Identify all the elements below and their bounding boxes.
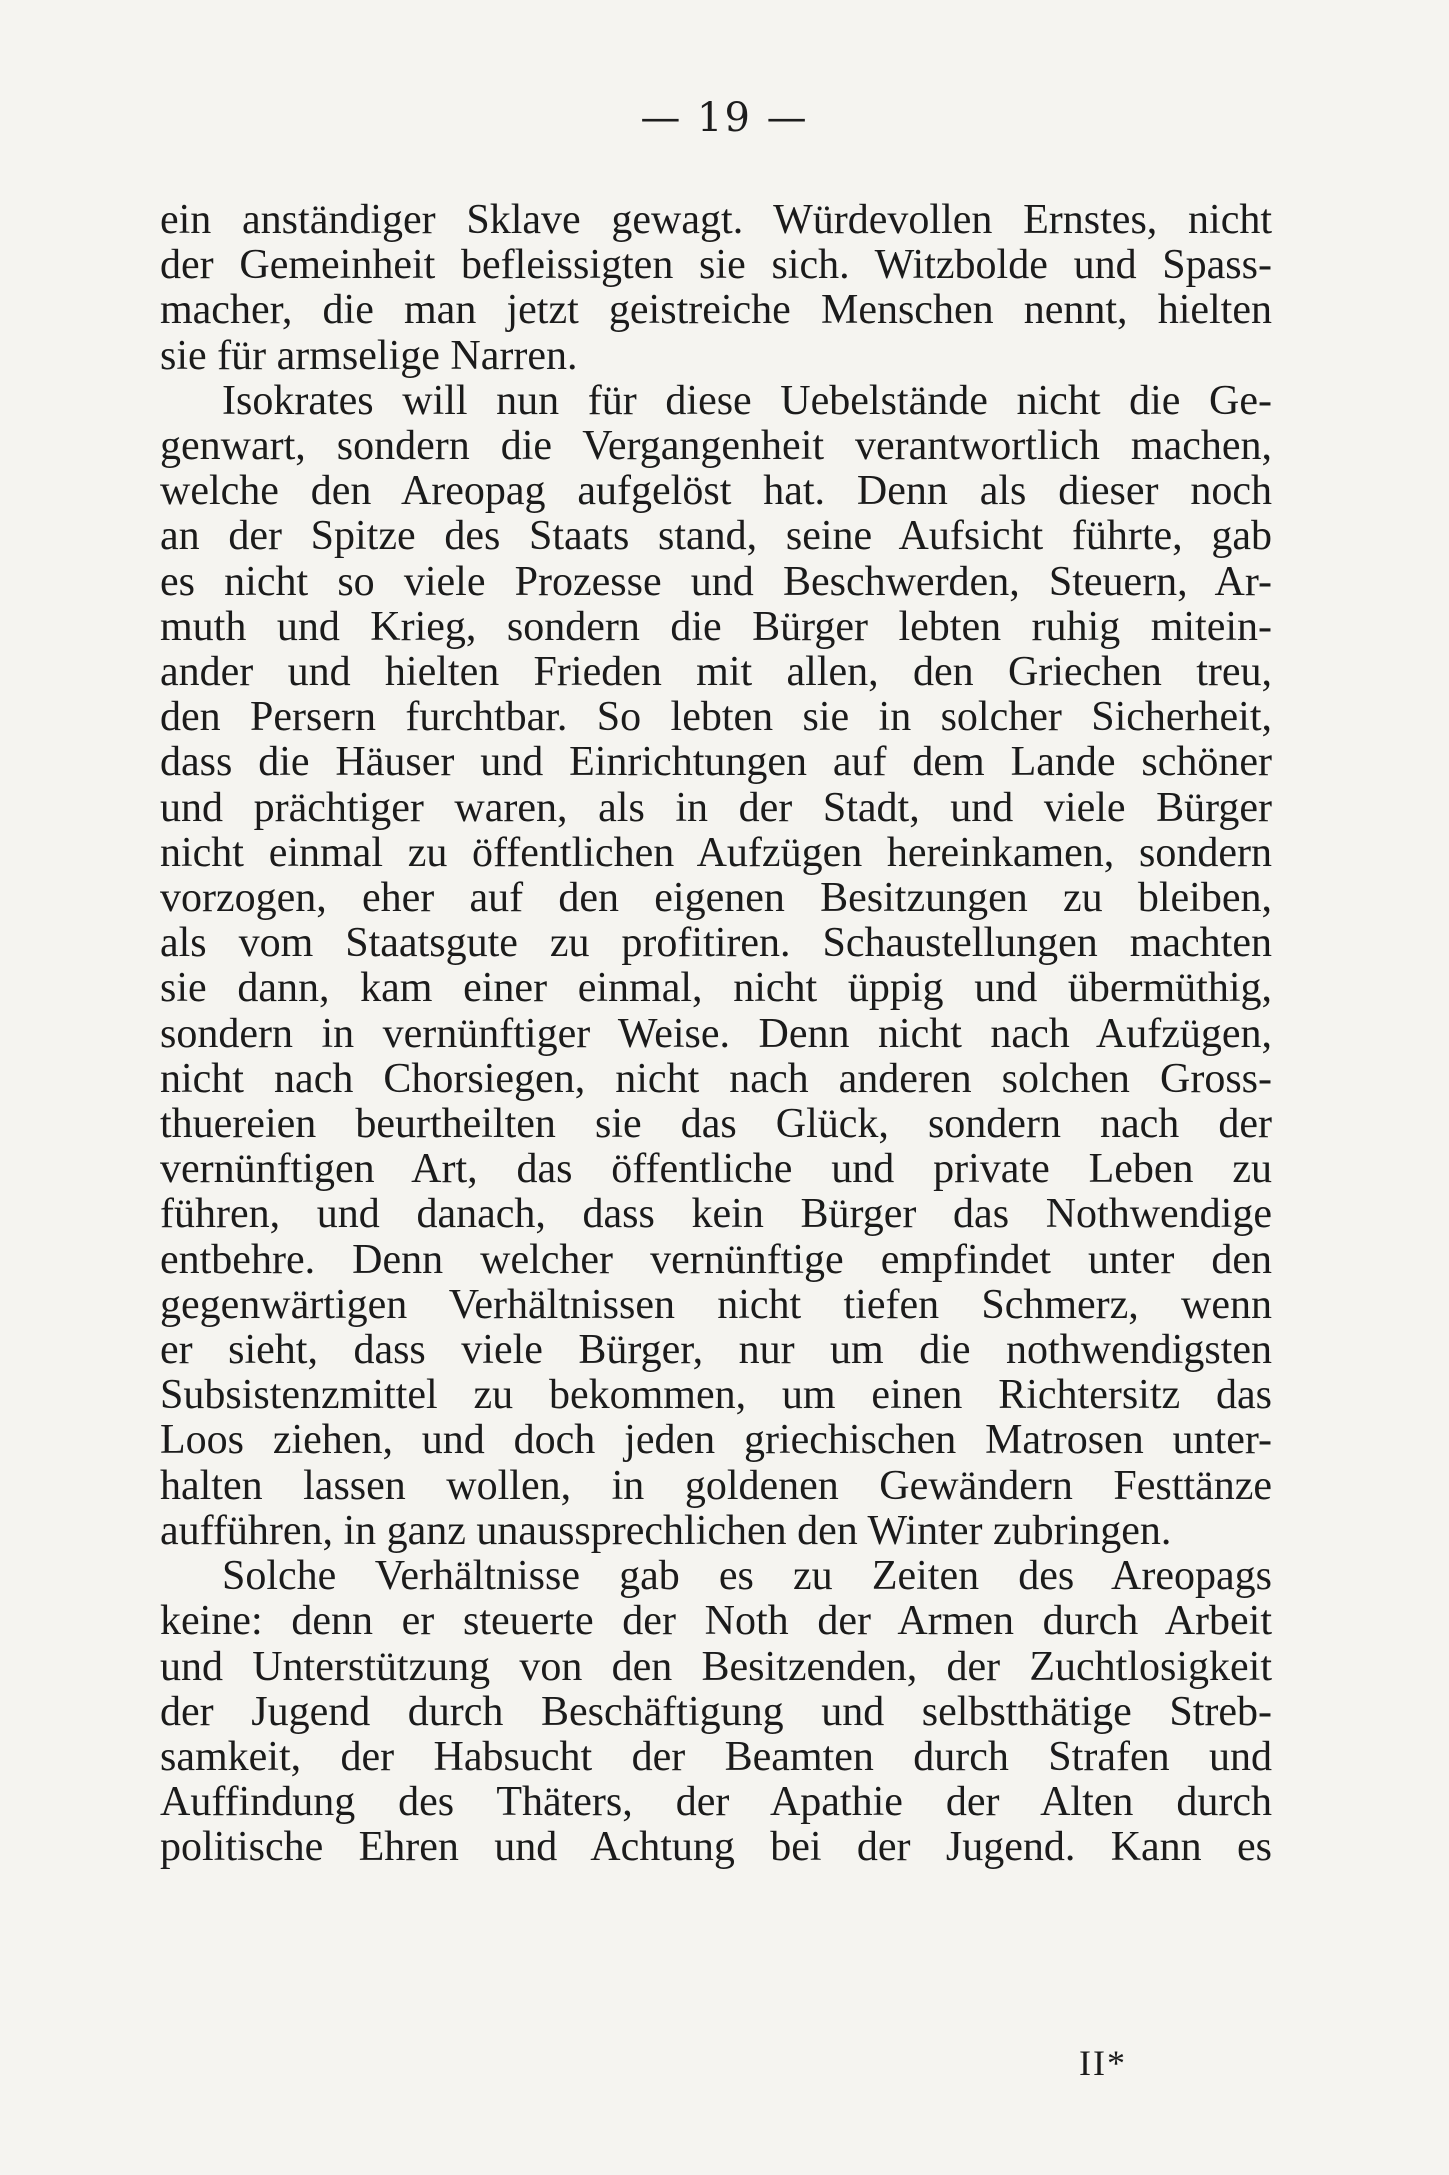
text-line: an der Spitze des Staats stand, seine Aufsicht führte, gab — [160, 513, 1272, 560]
text-line: führen, und danach, dass kein Bürger das Nothwendige — [160, 1191, 1272, 1238]
text-line: Isokrates will nun für diese Uebelstände nicht die Ge- — [222, 377, 1272, 424]
text-line: ander und hielten Frieden mit allen, den Griechen treu, — [160, 649, 1272, 696]
text-line: genwart, sondern die Vergangenheit verantwortlich machen, — [160, 423, 1272, 470]
text-line: keine: denn er steuerte der Noth der Armen durch Arbeit — [160, 1598, 1272, 1645]
text-line: sie dann, kam einer einmal, nicht üppig und übermüthig, — [160, 965, 1272, 1012]
text-line: gegenwärtigen Verhältnissen nicht tiefen Schmerz, wenn — [160, 1281, 1272, 1328]
signature-mark: II* — [1079, 2043, 1127, 2083]
text-line: welche den Areopag aufgelöst hat. Denn als dieser noch — [160, 468, 1272, 515]
text-line: den Persern furchtbar. So lebten sie in solcher Sicherheit, — [160, 694, 1272, 741]
text-line: nicht nach Chorsiegen, nicht nach anderen solchen Gross- — [160, 1055, 1272, 1102]
text-line: sondern in vernünftiger Weise. Denn nicht nach Aufzügen, — [160, 1010, 1272, 1057]
text-line: als vom Staatsgute zu profitiren. Schaustellungen machten — [160, 920, 1272, 967]
text-line: Solche Verhältnisse gab es zu Zeiten des Areopags — [222, 1553, 1272, 1600]
text-line: der Gemeinheit befleissigten sie sich. Witzbolde und Spass- — [160, 242, 1272, 289]
body-text — [160, 198, 1272, 1871]
text-line: nicht einmal zu öffentlichen Aufzügen hereinkamen, sondern — [160, 829, 1272, 876]
text-line: Subsistenzmittel zu bekommen, um einen Richtersitz das — [160, 1372, 1272, 1419]
text-line: es nicht so viele Prozesse und Beschwerden, Steuern, Ar- — [160, 558, 1272, 605]
text-line: halten lassen wollen, in goldenen Gewändern Festtänze — [160, 1462, 1272, 1509]
text-line: und prächtiger waren, als in der Stadt, und viele Bürger — [160, 784, 1272, 831]
text-line: Auffindung des Thäters, der Apathie der Alten durch — [160, 1779, 1272, 1826]
text-line: muth und Krieg, sondern die Bürger lebten ruhig mitein- — [160, 603, 1272, 650]
page-number-header: — 19 — — [640, 95, 809, 141]
text-line: vorzogen, eher auf den eigenen Besitzungen zu bleiben, — [160, 875, 1272, 922]
text-line: vernünftigen Art, das öffentliche und private Leben zu — [160, 1146, 1272, 1193]
text-line: aufführen, in ganz unaussprechlichen den Winter zubringen. — [160, 1507, 1172, 1554]
text-line: der Jugend durch Beschäftigung und selbstthätige Streb- — [160, 1688, 1272, 1735]
text-line: thuereien beurtheilten sie das Glück, sondern nach der — [160, 1101, 1272, 1148]
text-line: samkeit, der Habsucht der Beamten durch Strafen und — [160, 1733, 1272, 1780]
text-line: sie für armselige Narren. — [160, 332, 578, 379]
text-line: politische Ehren und Achtung bei der Jugend. Kann es — [160, 1824, 1272, 1871]
text-line: Loos ziehen, und doch jeden griechischen Matrosen unter- — [160, 1417, 1272, 1464]
text-line: macher, die man jetzt geistreiche Menschen nennt, hielten — [160, 287, 1272, 334]
text-line: dass die Häuser und Einrichtungen auf dem Lande schöner — [160, 739, 1272, 786]
text-line: ein anständiger Sklave gewagt. Würdevollen Ernstes, nicht — [160, 197, 1272, 243]
text-line: entbehre. Denn welcher vernünftige empfindet unter den — [160, 1236, 1272, 1283]
text-line: er sieht, dass viele Bürger, nur um die nothwendigsten — [160, 1327, 1272, 1374]
text-line: und Unterstützung von den Besitzenden, der Zuchtlosigkeit — [160, 1643, 1272, 1690]
